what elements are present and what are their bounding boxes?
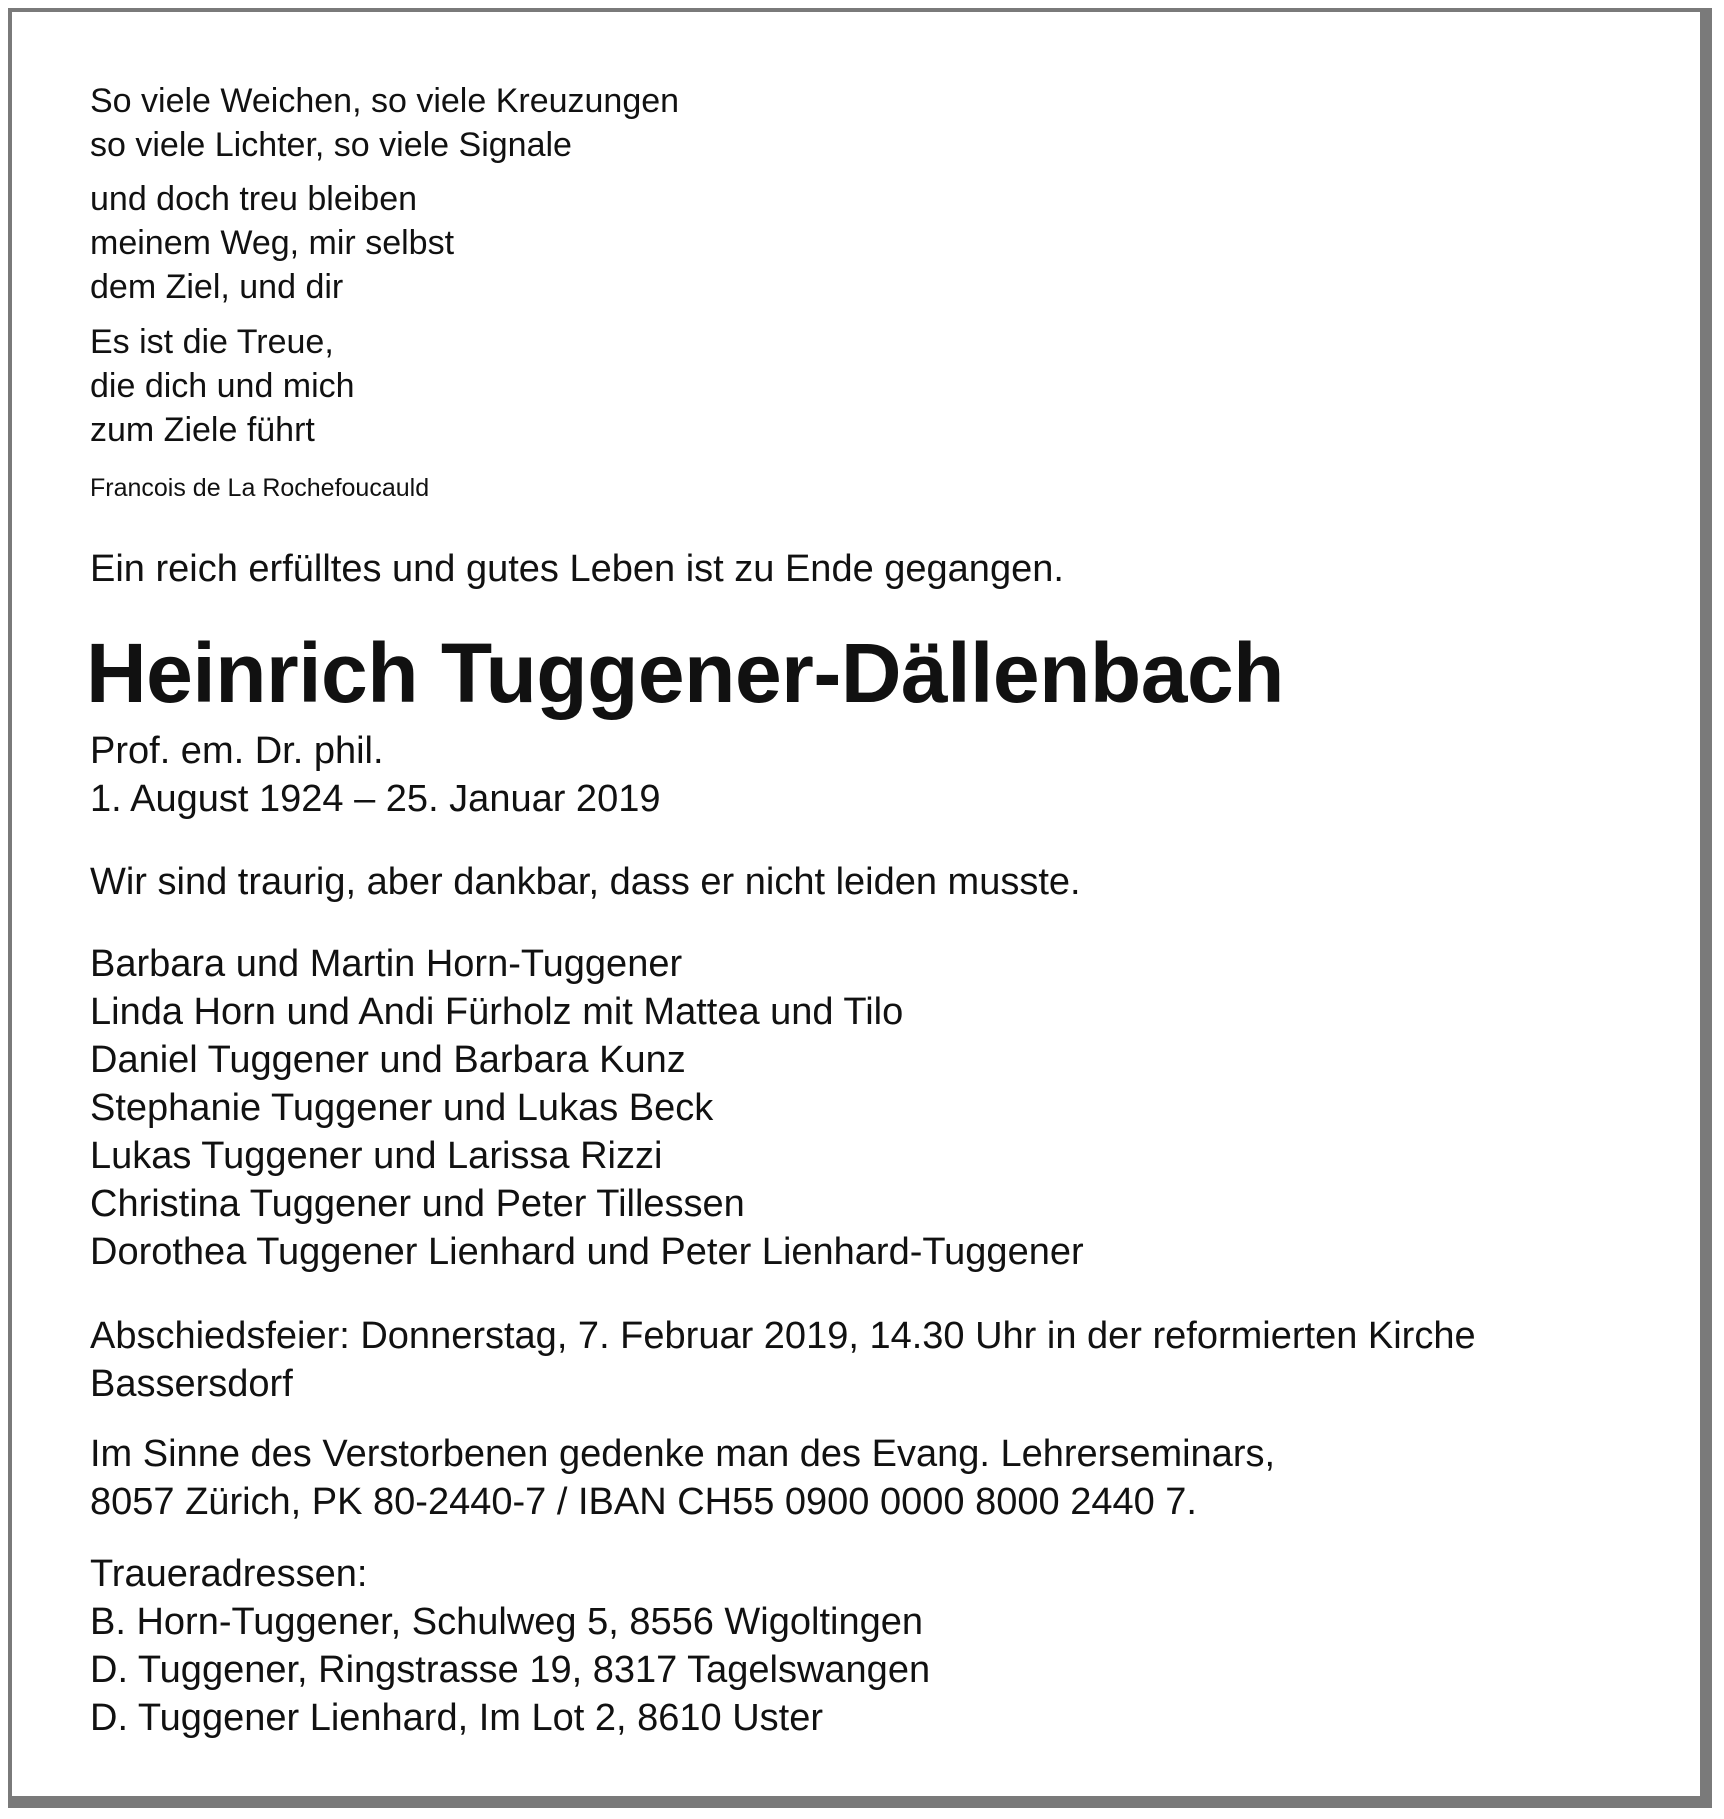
address-item: D. Tuggener, Ringstrasse 19, 8317 Tagelswangen xyxy=(90,1649,931,1691)
poem-author: Francois de La Rochefoucauld xyxy=(90,474,430,502)
donation-info xyxy=(90,1430,1275,1526)
mourner-item: Barbara und Martin Horn-Tuggener xyxy=(90,943,683,985)
deceased-title: Prof. em. Dr. phil. xyxy=(90,730,384,772)
poem-stanza-2 xyxy=(90,177,454,309)
poem-stanza-3 xyxy=(90,320,355,452)
addresses-label: Traueradressen: xyxy=(90,1553,368,1595)
poem-line: dem Ziel, und dir xyxy=(90,268,344,306)
poem-line: so viele Lichter, so viele Signale xyxy=(90,126,572,164)
ceremony-line: Abschiedsfeier: Donnerstag, 7. Februar 2019, 14.30 Uhr in der reformierten Kirche xyxy=(90,1315,1476,1357)
mourner-item: Daniel Tuggener und Barbara Kunz xyxy=(90,1039,686,1081)
poem-stanza-1 xyxy=(90,79,679,167)
mourner-item: Linda Horn und Andi Fürholz mit Mattea und Tilo xyxy=(90,991,904,1033)
mourner-item: Christina Tuggener und Peter Tillessen xyxy=(90,1183,745,1225)
mourners-list xyxy=(90,940,1084,1276)
poem-line: die dich und mich xyxy=(90,367,355,405)
mourner-item: Stephanie Tuggener und Lukas Beck xyxy=(90,1087,714,1129)
address-item: D. Tuggener Lienhard, Im Lot 2, 8610 Uster xyxy=(90,1697,823,1739)
mourning-addresses xyxy=(90,1550,930,1742)
mourner-item: Dorothea Tuggener Lienhard und Peter Lienhard-Tuggener xyxy=(90,1231,1084,1273)
poem-line: und doch treu bleiben xyxy=(90,180,418,218)
message-text: Wir sind traurig, aber dankbar, dass er nicht leiden musste. xyxy=(90,861,1081,903)
donation-line: 8057 Zürich, PK 80-2440-7 / IBAN CH55 0900 0000 8000 2440 7. xyxy=(90,1481,1197,1523)
ceremony-line: Bassersdorf xyxy=(90,1363,293,1405)
poem-line: Es ist die Treue, xyxy=(90,323,334,361)
poem-line: meinem Weg, mir selbst xyxy=(90,224,455,262)
ceremony-info xyxy=(90,1312,1476,1408)
mourner-item: Lukas Tuggener und Larissa Rizzi xyxy=(90,1135,663,1177)
deceased-name: Heinrich Tuggener-Dällenbach xyxy=(86,626,1284,720)
donation-line: Im Sinne des Verstorbenen gedenke man des Evang. Lehrerseminars, xyxy=(90,1433,1276,1475)
deceased-details xyxy=(90,727,660,823)
deceased-dates: 1. August 1924 – 25. Januar 2019 xyxy=(90,778,661,820)
address-item: B. Horn-Tuggener, Schulweg 5, 8556 Wigoltingen xyxy=(90,1601,923,1643)
poem-line: So viele Weichen, so viele Kreuzungen xyxy=(90,82,680,120)
poem-line: zum Ziele führt xyxy=(90,411,315,449)
intro-text: Ein reich erfülltes und gutes Leben ist zu Ende gegangen. xyxy=(90,548,1064,590)
